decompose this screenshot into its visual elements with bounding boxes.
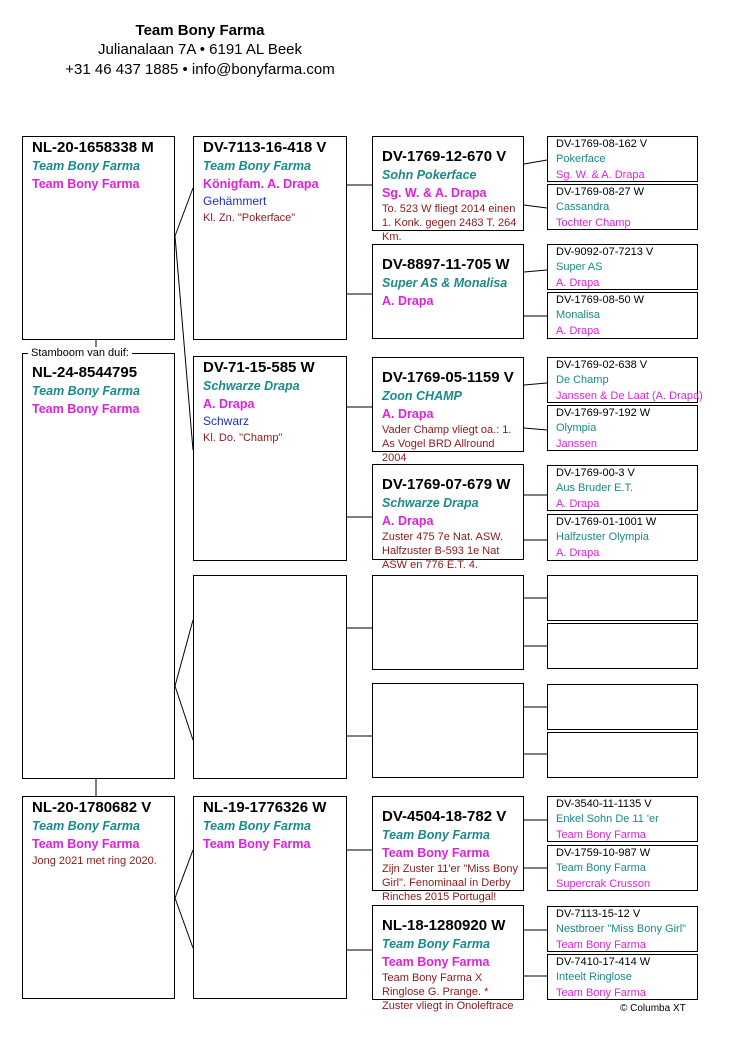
pigeon-name: De Champ <box>556 374 609 386</box>
dam-line-box[interactable] <box>22 796 175 999</box>
great-grandparent-box[interactable] <box>547 357 703 403</box>
pigeon-name: Team Bony Farma <box>382 937 490 951</box>
great-grandparent-box[interactable] <box>547 136 698 182</box>
pigeon-name: Team Bony Farma <box>203 819 311 833</box>
owner-name: A. Drapa <box>203 397 255 411</box>
ring-number: DV-1769-08-27 W <box>556 186 645 198</box>
owner-name: A. Drapa <box>556 325 600 337</box>
empty-box[interactable] <box>547 684 698 730</box>
owner-name: A. Drapa <box>382 514 434 528</box>
ring-number: DV-1759-10-987 W <box>556 847 651 859</box>
empty-box[interactable] <box>372 683 524 778</box>
remark: Kl. Do. "Champ" <box>203 432 283 444</box>
pigeon-name: Super AS <box>556 261 603 273</box>
remark: Zuster 475 7e Nat. ASW. Halfzuster B-593 1e Nat ASW en 776 E.T. 4. <box>382 531 504 571</box>
owner-name: A. Drapa <box>382 407 434 421</box>
owner-name: Team Bony Farma <box>556 987 646 999</box>
subject-owner: Team Bony Farma <box>32 402 140 416</box>
grandparent-box[interactable] <box>372 244 524 339</box>
remark: Team Bony Farma X Ringlose G. Prange. * Zuster vliegt in Onoleftrace <box>382 972 514 1012</box>
ring-number: DV-1769-00-3 V <box>556 467 635 479</box>
owner-name: A. Drapa <box>556 547 600 559</box>
pigeon-name: Schwarze Drapa <box>382 496 479 510</box>
pigeon-name: Team Bony Farma <box>556 862 646 874</box>
ring-number: DV-1769-07-679 W <box>382 476 511 493</box>
remark: Vader Champ vliegt oa.: 1. As Vogel BRD Allround 2004 <box>382 424 512 464</box>
pedigree-label: Stamboom van duif: <box>28 347 132 359</box>
owner-name: Tochter Champ <box>556 217 631 229</box>
ring-number: NL-20-1658338 M <box>32 139 154 156</box>
grandparent-box[interactable] <box>372 464 524 571</box>
grandparent-box[interactable] <box>372 357 524 464</box>
subject-ring-number: NL-24-8544795 <box>32 364 138 381</box>
grandparent-box[interactable] <box>372 136 524 243</box>
breeder-name: Team Bony Farma <box>135 22 265 39</box>
empty-box[interactable] <box>547 623 698 669</box>
pigeon-name: Team Bony Farma <box>382 828 490 842</box>
owner-name: Team Bony Farma <box>203 837 311 851</box>
ring-number: DV-3540-11-1135 V <box>556 798 652 810</box>
sire-line-box[interactable] <box>22 136 175 340</box>
pigeon-name: Olympia <box>556 422 597 434</box>
pigeon-name: Team Bony Farma <box>203 159 311 173</box>
ring-number: NL-20-1780682 V <box>32 799 152 816</box>
grandparent-box[interactable] <box>372 796 524 903</box>
great-grandparent-box[interactable] <box>547 845 698 891</box>
breeder-contact: +31 46 437 1885 • info@bonyfarma.com <box>65 61 335 78</box>
ring-number: DV-7113-16-418 V <box>203 139 327 156</box>
subject-pigeon-box[interactable] <box>22 353 175 779</box>
color: Gehämmert <box>203 194 267 208</box>
owner-name: Supercrak Crusson <box>556 878 651 890</box>
owner-name: Team Bony Farma <box>382 846 490 860</box>
owner-name: Janssen & De Laat (A. Drapa) <box>556 390 703 402</box>
pigeon-name: Monalisa <box>556 309 601 321</box>
pigeon-name: Team Bony Farma <box>32 819 140 833</box>
grandparent-box[interactable] <box>372 905 524 1012</box>
copyright-notice: © Columba XT <box>620 1003 686 1014</box>
color: Schwarz <box>203 414 250 428</box>
great-grandparent-box[interactable] <box>547 184 698 230</box>
pigeon-name: Nestbroer "Miss Bony Girl" <box>556 923 687 935</box>
pigeon-name: Team Bony Farma <box>32 159 140 173</box>
owner-name: Team Bony Farma <box>32 177 140 191</box>
remark: Zijn Zuster 11'er "Miss Bony Girl". Fenominaal in Derby Rinches 2015 Portugal! <box>382 863 519 903</box>
empty-box[interactable] <box>547 575 698 621</box>
owner-name: A. Drapa <box>556 498 600 510</box>
pigeon-name: Enkel Sohn De 11 'er <box>556 813 659 825</box>
ring-number: DV-1769-12-670 V <box>382 148 507 165</box>
great-grandparent-box[interactable] <box>547 292 698 339</box>
ring-number: DV-4504-18-782 V <box>382 808 507 825</box>
ring-number: DV-1769-05-1159 V <box>382 369 514 386</box>
pigeon-name: Inteelt Ringlose <box>556 971 632 983</box>
ring-number: DV-7410-17-414 W <box>556 956 651 968</box>
owner-name: Janssen <box>556 438 597 450</box>
great-grandparent-box[interactable] <box>547 465 698 511</box>
empty-box[interactable] <box>193 575 347 779</box>
owner-name: A. Drapa <box>382 294 434 308</box>
ring-number: DV-1769-08-162 V <box>556 138 648 150</box>
ring-number: DV-8897-11-705 W <box>382 256 510 273</box>
mother-box[interactable] <box>193 356 347 561</box>
owner-name: Sg. W. & A. Drapa <box>556 169 645 181</box>
ring-number: NL-19-1776326 W <box>203 799 327 816</box>
great-grandparent-box[interactable] <box>547 954 698 1000</box>
owner-name: Team Bony Farma <box>382 955 490 969</box>
owner-name: Sg. W. & A. Drapa <box>382 186 487 200</box>
great-grandparent-box[interactable] <box>547 244 698 290</box>
breeder-address: Julianalaan 7A • 6191 AL Beek <box>97 41 303 58</box>
pigeon-name: Aus Bruder E.T. <box>556 482 634 494</box>
empty-box[interactable] <box>547 732 698 778</box>
pigeon-name: Halfzuster Olympia <box>556 531 649 543</box>
owner-name: Team Bony Farma <box>32 837 140 851</box>
pigeon-name: Schwarze Drapa <box>203 379 300 393</box>
ring-number: DV-7113-15-12 V <box>556 908 641 920</box>
ring-number: DV-1769-02-638 V <box>556 359 648 371</box>
ring-number: DV-1769-97-192 W <box>556 407 651 419</box>
ring-number: DV-1769-01-1001 W <box>556 516 657 528</box>
subject-name: Team Bony Farma <box>32 384 140 398</box>
pigeon-name: Pokerface <box>556 153 606 165</box>
great-grandparent-box[interactable] <box>547 796 698 842</box>
bottom-father-box[interactable] <box>193 796 347 999</box>
great-grandparent-box[interactable] <box>547 514 698 561</box>
great-grandparent-box[interactable] <box>547 405 698 451</box>
remark: To. 523 W fliegt 2014 einen 1. Konk. gegen 2483 T. 264 Km. <box>382 203 517 243</box>
ring-number: DV-1769-08-50 W <box>556 294 645 306</box>
pigeon-name: Super AS & Monalisa <box>382 276 508 290</box>
pigeon-name: Sohn Pokerface <box>382 168 477 182</box>
empty-box[interactable] <box>372 575 524 670</box>
ring-number: DV-71-15-585 W <box>203 359 315 376</box>
owner-name: Königfam. A. Drapa <box>203 177 319 191</box>
father-box[interactable] <box>193 136 347 340</box>
owner-name: A. Drapa <box>556 277 600 289</box>
owner-name: Team Bony Farma <box>556 829 646 841</box>
ring-number: DV-9092-07-7213 V <box>556 246 654 258</box>
owner-name: Team Bony Farma <box>556 939 646 951</box>
remark: Kl. Zn. "Pokerface" <box>203 212 296 224</box>
remark: Jong 2021 met ring 2020. <box>32 855 157 867</box>
great-grandparent-box[interactable] <box>547 906 698 952</box>
pigeon-name: Cassandra <box>556 201 610 213</box>
ring-number: NL-18-1280920 W <box>382 917 506 934</box>
pigeon-name: Zoon CHAMP <box>382 389 462 403</box>
